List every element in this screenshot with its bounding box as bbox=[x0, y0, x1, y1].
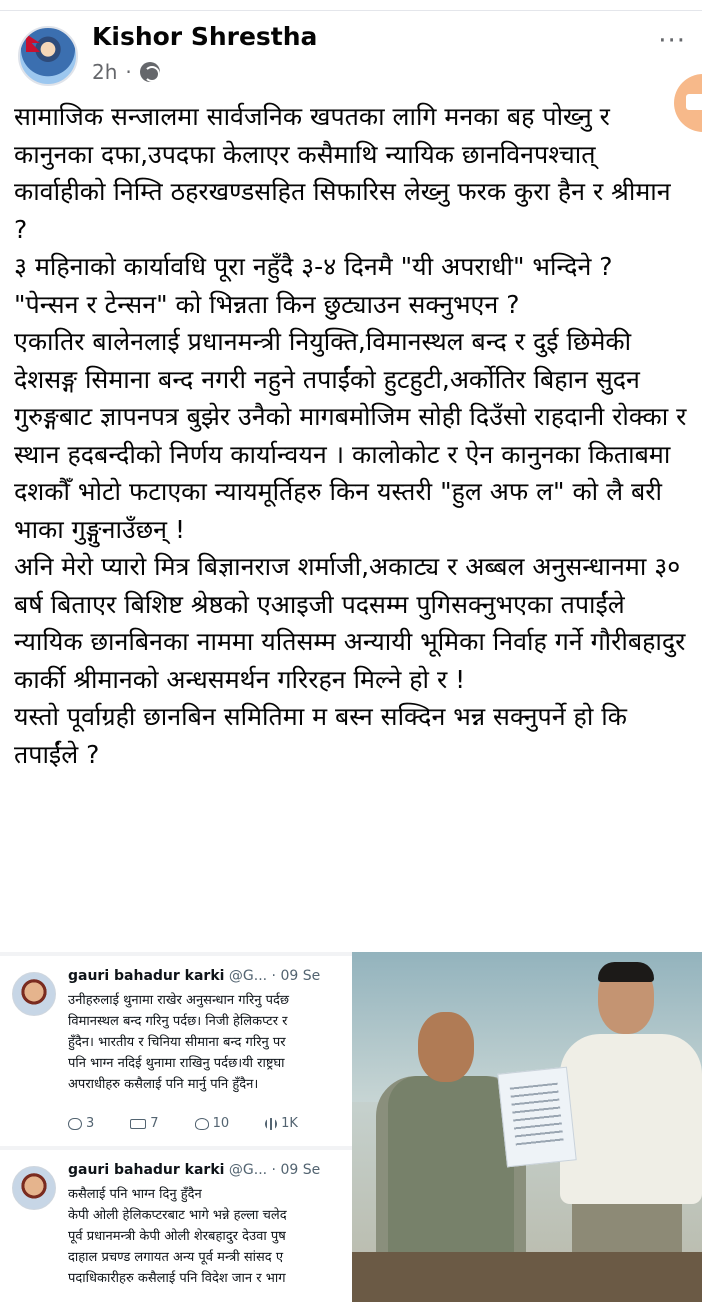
tweet-date: · 09 Se bbox=[271, 1162, 321, 1178]
tweet-line: अपराधीहरु कसैलाई पनि मार्नु पनि हुँदैन। bbox=[68, 1077, 259, 1092]
photo-document bbox=[497, 1067, 576, 1168]
tweet-line: केपी ओली हेलिकप्टरबाट भागे भन्ने हल्ला चलेद bbox=[68, 1208, 287, 1223]
tweet-handle: @G... bbox=[228, 1162, 268, 1178]
tweet-date: · 09 Se bbox=[271, 968, 321, 984]
flag-icon bbox=[26, 34, 40, 52]
tweet-line: कसैलाई पनि भाग्न दिनु हुँदैन bbox=[68, 1187, 202, 1202]
tweet-line: पदाधिकारीहरु कसैलाई पनि विदेश जान र भाग bbox=[68, 1271, 286, 1286]
tweet-line: उनीहरुलाई थुनामा राखेर अनुसन्धान गरिनु पर्दछ bbox=[68, 993, 290, 1008]
post-header bbox=[14, 22, 694, 92]
tweet-line: हुँदैन। भारतीय र चिनिया सीमाना बन्द गरिनु पर bbox=[68, 1035, 286, 1050]
tweet-author-name: gauri bahadur karki bbox=[68, 1162, 225, 1178]
reply-count: 3 bbox=[68, 1116, 94, 1131]
handover-photo[interactable] bbox=[352, 952, 702, 1302]
tweet-card bbox=[0, 1150, 352, 1302]
tweet-avatar bbox=[12, 972, 56, 1016]
tweet-author-name: gauri bahadur karki bbox=[68, 968, 225, 984]
tweet-line: दाहाल प्रचण्ड लगायत अन्य पूर्व मन्त्री सांसद ए bbox=[68, 1250, 284, 1265]
post-meta: 2h · bbox=[92, 60, 160, 84]
view-count: 1K bbox=[265, 1116, 298, 1131]
tweet-body bbox=[68, 990, 352, 1095]
heart-icon bbox=[195, 1118, 209, 1130]
tweet-body bbox=[68, 1184, 352, 1289]
author-avatar[interactable] bbox=[18, 26, 78, 86]
retweet-icon bbox=[130, 1119, 146, 1129]
post-body: सामाजिक सन्जालमा सार्वजनिक खपतका लागि मनका बह पोख्नु र कानुनका दफा,उपदफा केलाएर कसैमाथि न्यायिक छानविनपश्चात् कार्वाहीको निम्ति ठहरखण्डसहित सिफारिस लेख्नु फरक कुरा हैन र श्रीमान ? ३ महिनाको कार्यावधि पूरा नहुँदै ३-४ दिनमै "यी अपराधी" भन्दिने ? "पेन्सन र टेन्सन" को भिन्नता किन छुट्याउन सक्नुभएन ? एकातिर बालेनलाई प्रधानमन्त्री नियुक्ति,विमानस्थल बन्द र दुई छिमेकी देशसङ्ग सिमाना बन्द नगरी नहुने तपाईंको हुटहुटी,अर्कोतिर बिहान सुदन गुरुङ्गबाट ज्ञापनपत्र बुझेर उनैको मागबमोजिम सोही दिउँसो राहदानी रोक्का र स्थान हदबन्दीको निर्णय कार्यान्वयन । कालोकोट र ऐन कानुनका किताबमा दशकौँ भोटो फटाएका न्यायमूर्तिहरु किन यस्तरी "हुल अफ ल" को लै बरी भाका गुङ्गुनाउँछन् ! अनि मेरो प्यारो मित्र बिज्ञानराज शर्माजी,अकाट्य र अब्बल अनुसन्धानमा ३० बर्ष बिताएर बिशिष्ट श्रेष्ठको एआइजी पदसम्म पुगिसक्नुभएका तपाईंले न्यायिक छानबिनका नाममा यतिसम्म अन्यायी भूमिका निर्वाह गर्ने गौरीबहादुर कार्की श्रीमानको अन्धसमर्थन गरिरहन मिल्ने हो र ! यस्तो पूर्वाग्रही छानबिन समितिमा म बस्न सक्दिन भन्न सक्नुपर्ने हो कि तपाईंले ? bbox=[14, 102, 687, 769]
tweet-line: विमानस्थल बन्द गरिनु पर्दछ। निजी हेलिकप्टर र bbox=[68, 1014, 288, 1029]
photo-person-right bbox=[552, 962, 702, 1302]
tweet-header bbox=[68, 1162, 320, 1178]
tweet-line: पनि भाग्न नदिई थुनामा राखिनु पर्दछ।यी राष्ट्रघा bbox=[68, 1056, 285, 1071]
globe-icon bbox=[140, 62, 160, 82]
tweet-card bbox=[0, 956, 352, 1146]
top-divider bbox=[0, 10, 702, 11]
post-images[interactable] bbox=[0, 952, 702, 1302]
like-count: 10 bbox=[195, 1116, 230, 1131]
retweet-count: 7 bbox=[130, 1116, 158, 1131]
tweet-header bbox=[68, 968, 320, 984]
post-text bbox=[14, 98, 690, 773]
tweet-line: पूर्व प्रधानमन्त्री केपी ओली शेरबहादुर देउवा पुष bbox=[68, 1229, 286, 1244]
tweet-screenshot[interactable] bbox=[0, 952, 352, 1302]
photo-table bbox=[352, 1252, 702, 1302]
reply-icon bbox=[68, 1118, 82, 1130]
tweet-actions bbox=[68, 1116, 338, 1131]
tweet-avatar bbox=[12, 1166, 56, 1210]
views-icon bbox=[265, 1118, 277, 1130]
tweet-handle: @G... bbox=[228, 968, 268, 984]
post-time[interactable]: 2h bbox=[92, 60, 118, 84]
author-name[interactable]: Kishor Shrestha bbox=[92, 22, 318, 51]
more-options-icon[interactable]: ··· bbox=[658, 26, 686, 56]
